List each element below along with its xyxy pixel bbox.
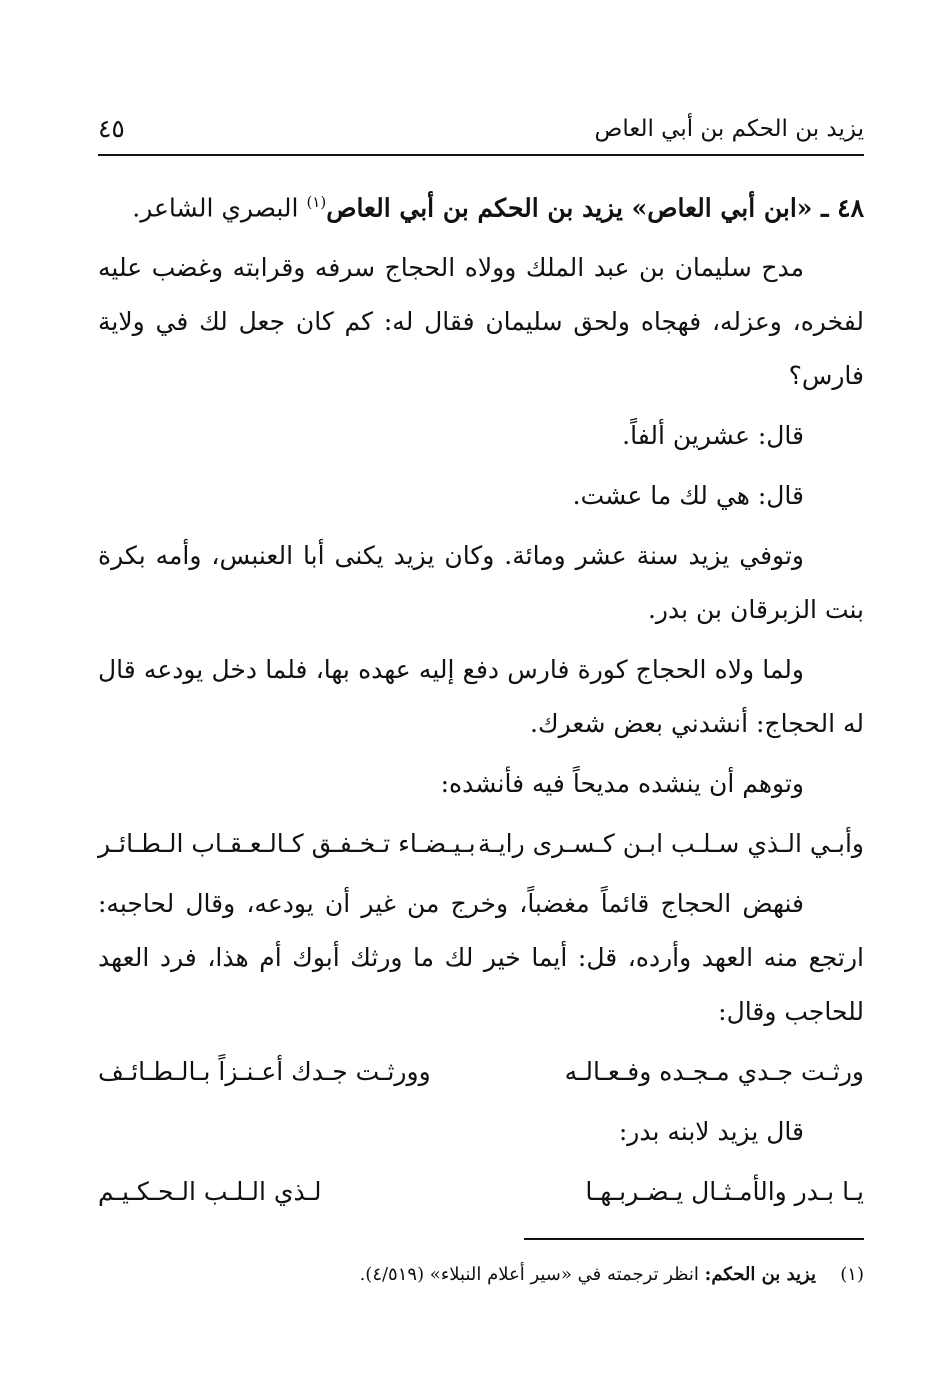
poem-verse <box>98 1045 864 1099</box>
paragraph: قال: عشرين ألفاً. <box>622 421 804 451</box>
verse-second-hemistich: وورثـت جـدك أعـنـزاً بـالـطـائـف <box>98 1057 431 1087</box>
paragraph: ولما ولاه الحجاج كورة فارس دفع إليه عهده بها، فلما دخل يودعه قال له الحجاج: أنشدني بعض شعرك. <box>98 655 864 739</box>
paragraph: وتوهم أن ينشده مديحاً فيه فأنشده: <box>440 769 804 799</box>
page-body <box>98 175 864 1225</box>
verse-second-hemistich: بـيـضـاء تـخـفـق كـالـعـقـاب الـطـائـر <box>98 829 476 859</box>
paragraph: قال يزيد لابنه بدر: <box>618 1117 804 1147</box>
footnote <box>98 1260 864 1290</box>
footnote-text: انظر ترجمته في «سير أعلام النبلاء» (٤/٥١٩). <box>359 1264 705 1285</box>
footnote-reference: (١) <box>306 193 327 211</box>
entry-heading-title: ٤٨ ـ «ابن أبي العاص» يزيد بن الحكم بن أبي العاص <box>326 193 864 223</box>
running-title: يزيد بن الحكم بن أبي العاص <box>594 116 864 142</box>
paragraph: فنهض الحجاج قائماً مغضباً، وخرج من غير أن يودعه، وقال لحاجبه: ارتجع منه العهد وأرده، قل: أيما خير لك ما ورثك أبوك أم هذا، فرد العهد للحاجب وقال: <box>98 889 864 1027</box>
entry-heading <box>98 175 864 235</box>
poem-verse <box>98 1165 864 1219</box>
poem-verse <box>98 817 864 871</box>
footnote-divider <box>524 1238 864 1240</box>
footnote-subject: يزيد بن الحكم: <box>704 1264 816 1285</box>
entry-heading-description: البصري الشاعر. <box>132 193 307 223</box>
verse-first-hemistich: يـا بـدر والأمـثـال يـضـربـهـا <box>585 1177 864 1207</box>
running-header <box>98 108 864 156</box>
paragraph: قال: هي لك ما عشت. <box>572 481 804 511</box>
paragraph: مدح سليمان بن عبد الملك وولاه الحجاج سرفه وقرابته وغضب عليه لفخره، وعزله، فهجاه ولحق سليمان فقال له: كم كان جعل لك في ولاية فارس؟ <box>98 253 864 391</box>
footnote-number: (١) <box>840 1264 864 1285</box>
verse-first-hemistich: ورثـت جـدي مـجـده وفـعـالـه <box>564 1057 864 1087</box>
verse-second-hemistich: لـذي الـلـب الـحـكـيـم <box>98 1177 322 1207</box>
footnotes-section <box>98 1238 864 1290</box>
page-number: ٤٥ <box>98 114 125 143</box>
verse-first-hemistich: وأبـي الـذي سـلـب ابـن كـسـرى رايـة <box>477 829 864 859</box>
paragraph: وتوفي يزيد سنة عشر ومائة. وكان يزيد يكنى أبا العنبس، وأمه بكرة بنت الزبرقان بن بدر. <box>98 541 864 625</box>
